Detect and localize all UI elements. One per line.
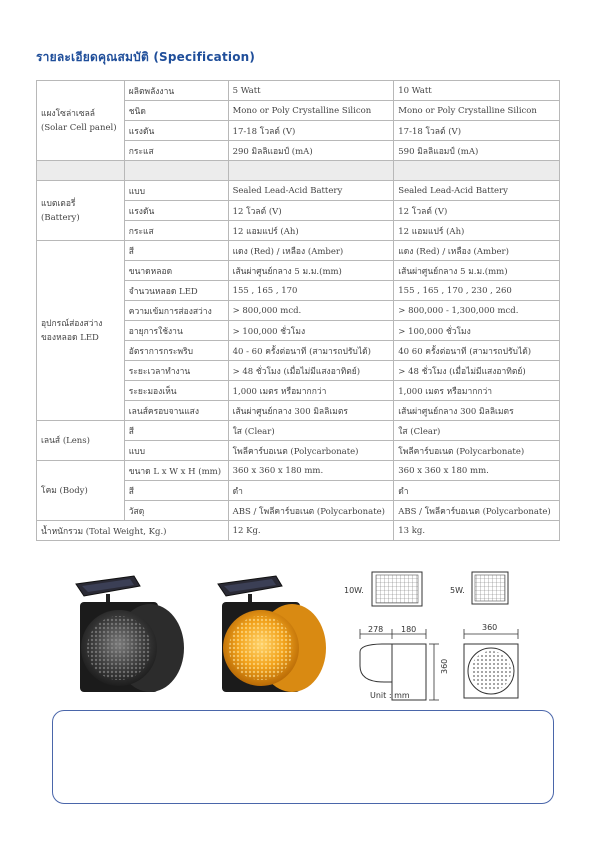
group-solar (37, 81, 125, 161)
group-solar-label: แผงโซล่าเซลล์ (41, 108, 96, 119)
value-5w: เส้นผ่าศูนย์กลาง 300 มิลลิเมตร (228, 401, 394, 421)
row-label: วัสดุ (124, 501, 228, 521)
value-5w: > 100,000 ชั่วโมง (228, 321, 394, 341)
row-label: จำนวนหลอด LED (124, 281, 228, 301)
row-label: แรงดัน (124, 201, 228, 221)
table-row-total-weight (37, 521, 560, 541)
value-10w: เส้นผ่าศูนย์กลาง 5 ม.ม.(mm) (394, 261, 560, 281)
value-10w: Mono or Poly Crystalline Silicon (394, 101, 560, 121)
table-row (37, 461, 560, 481)
value-10w: ABS / โพลีคาร์บอเนต (Polycarbonate) (394, 501, 560, 521)
row-label: ระยะเวลาทำงาน (124, 361, 228, 381)
value-5w: 5 Watt (228, 81, 394, 101)
value-5w: ABS / โพลีคาร์บอเนต (Polycarbonate) (228, 501, 394, 521)
value-5w: > 48 ชั่วโมง (เมื่อไม่มีแสงอาทิตย์) (228, 361, 394, 381)
group-body-label: โคม (Body) (41, 485, 88, 496)
value-10w: 590 มิลลิแอมป์ (mA) (394, 141, 560, 161)
row-label: สี (124, 481, 228, 501)
value-5w: 12 Kg. (228, 521, 394, 541)
value-10w: > 48 ชั่วโมง (เมื่อไม่มีแสงอาทิตย์) (394, 361, 560, 381)
table-row (37, 241, 560, 261)
value-5w: 17-18 โวลต์ (V) (228, 121, 394, 141)
group-lens-label: เลนส์ (Lens) (41, 435, 90, 446)
value-10w: 1,000 เมตร หรือมากกว่า (394, 381, 560, 401)
row-label: ผลิตพลังงาน (124, 81, 228, 101)
value-10w: Sealed Lead-Acid Battery (394, 181, 560, 201)
label-10w: 10W. (344, 586, 364, 595)
dim-278: 278 (368, 625, 384, 634)
row-label: แบบ (124, 441, 228, 461)
group-battery-label: แบตเตอรี่ (41, 198, 76, 209)
group-led-label: อุปกรณ์ส่องสว่าง (41, 318, 103, 329)
value-10w: > 100,000 ชั่วโมง (394, 321, 560, 341)
group-led-sublabel: ของหลอด LED (41, 332, 99, 343)
value-5w: 155 , 165 , 170 (228, 281, 394, 301)
value-10w: 12 โวลต์ (V) (394, 201, 560, 221)
warning-light-amber-image (204, 566, 334, 706)
value-10w: 13 kg. (394, 521, 560, 541)
group-battery-sublabel: (Battery) (41, 212, 80, 223)
row-label: กระแส (124, 221, 228, 241)
value-5w: เส้นผ่าศูนย์กลาง 5 ม.ม.(mm) (228, 261, 394, 281)
value-5w: 12 โวลต์ (V) (228, 201, 394, 221)
value-10w: 10 Watt (394, 81, 560, 101)
value-10w: 17-18 โวลต์ (V) (394, 121, 560, 141)
table-row (37, 81, 560, 101)
dimension-drawing (340, 566, 560, 706)
table-row (37, 181, 560, 201)
row-label: ระยะมองเห็น (124, 381, 228, 401)
warning-light-black-image (62, 566, 192, 706)
value-5w: 12 แอมแปร์ (Ah) (228, 221, 394, 241)
value-5w: แดง (Red) / เหลือง (Amber) (228, 241, 394, 261)
table-row (37, 421, 560, 441)
value-5w: 40 - 60 ครั้งต่อนาที (สามารถปรับได้) (228, 341, 394, 361)
spacer-row (37, 161, 560, 181)
value-5w: ดำ (228, 481, 394, 501)
row-label: สี (124, 421, 228, 441)
dim-360-top: 360 (482, 623, 498, 632)
spacer-cell (394, 161, 560, 181)
row-label: แบบ (124, 181, 228, 201)
row-label: ขนาดหลอด (124, 261, 228, 281)
value-5w: 1,000 เมตร หรือมากกว่า (228, 381, 394, 401)
row-label: ความเข้มการส่องสว่าง (124, 301, 228, 321)
dim-360-side: 360 (440, 658, 449, 674)
unit-label: Unit : mm (370, 691, 410, 700)
value-5w: โพลีคาร์บอเนต (Polycarbonate) (228, 441, 394, 461)
value-10w: เส้นผ่าศูนย์กลาง 300 มิลลิเมตร (394, 401, 560, 421)
value-5w: Sealed Lead-Acid Battery (228, 181, 394, 201)
group-solar-sublabel: (Solar Cell panel) (41, 122, 117, 133)
row-label: แรงดัน (124, 121, 228, 141)
page-title: รายละเอียดคุณสมบัติ (Specification) (36, 50, 256, 64)
value-5w: > 800,000 mcd. (228, 301, 394, 321)
value-10w: แดง (Red) / เหลือง (Amber) (394, 241, 560, 261)
row-label: อัตราการกระพริบ (124, 341, 228, 361)
value-10w: 155 , 165 , 170 , 230 , 260 (394, 281, 560, 301)
value-10w: 12 แอมแปร์ (Ah) (394, 221, 560, 241)
row-label: ชนิด (124, 101, 228, 121)
value-10w: ดำ (394, 481, 560, 501)
spacer-cell (228, 161, 394, 181)
total-weight-label: น้ำหนักรวม (Total Weight, Kg.) (37, 521, 229, 541)
value-10w: โพลีคาร์บอเนต (Polycarbonate) (394, 441, 560, 461)
label-5w: 5W. (450, 586, 465, 595)
value-5w: 290 มิลลิแอมป์ (mA) (228, 141, 394, 161)
group-lens (37, 421, 125, 461)
value-5w: 360 x 360 x 180 mm. (228, 461, 394, 481)
value-5w: Mono or Poly Crystalline Silicon (228, 101, 394, 121)
row-label: กระแส (124, 141, 228, 161)
group-led (37, 241, 125, 421)
row-label: เลนส์ครอบจานแสง (124, 401, 228, 421)
group-body (37, 461, 125, 521)
value-10w: ใส (Clear) (394, 421, 560, 441)
value-10w: > 800,000 - 1,300,000 mcd. (394, 301, 560, 321)
spec-table (36, 80, 560, 541)
value-10w: 40 60 ครั้งต่อนาที (สามารถปรับได้) (394, 341, 560, 361)
value-5w: ใส (Clear) (228, 421, 394, 441)
row-label: อายุการใช้งาน (124, 321, 228, 341)
side-view-hood-icon (360, 644, 392, 682)
row-label: ขนาด L x W x H (mm) (124, 461, 228, 481)
dim-180: 180 (401, 625, 417, 634)
spacer-cell (37, 161, 125, 181)
notes-box (52, 710, 554, 804)
spacer-cell (124, 161, 228, 181)
row-label: สี (124, 241, 228, 261)
value-10w: 360 x 360 x 180 mm. (394, 461, 560, 481)
group-battery (37, 181, 125, 241)
